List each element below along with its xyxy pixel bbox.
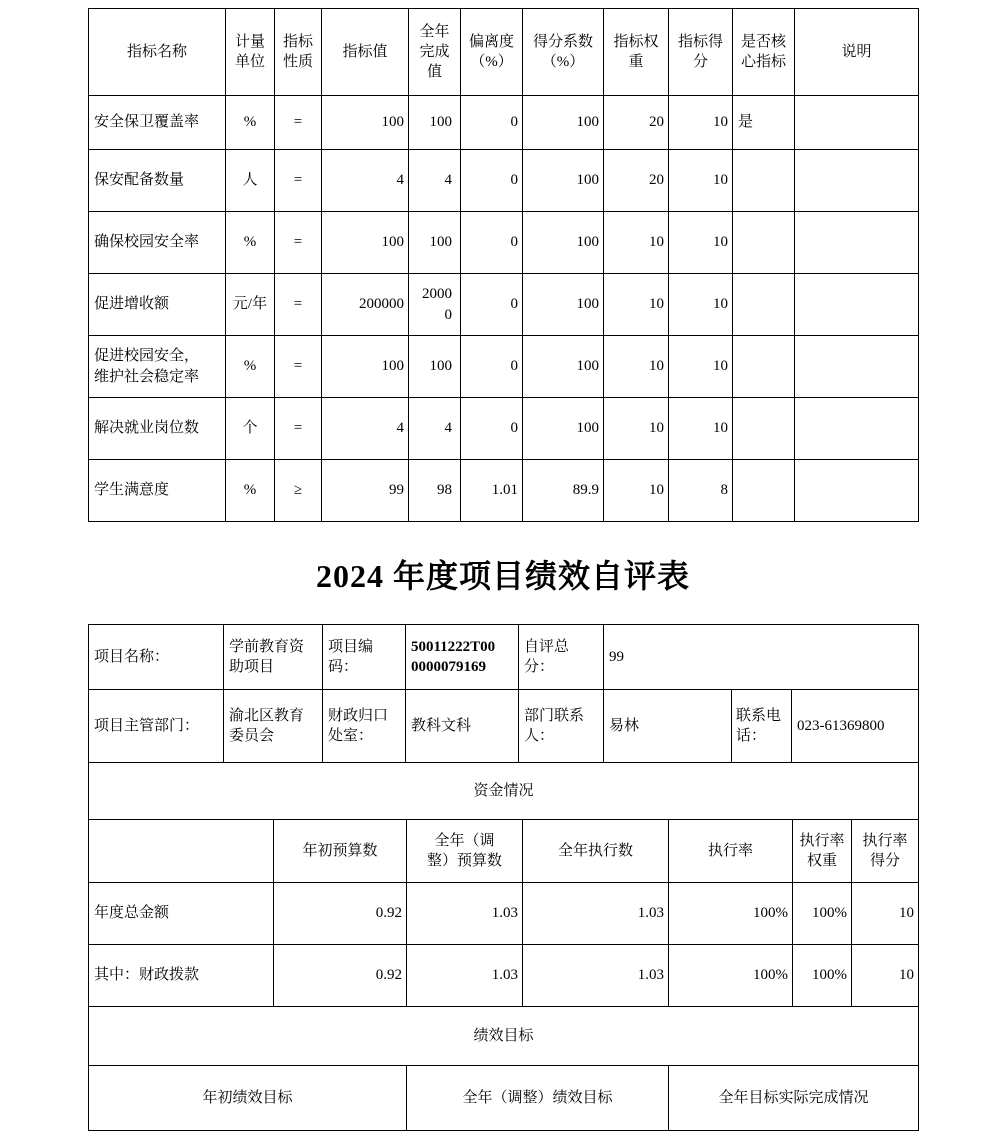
cell-remark bbox=[795, 336, 919, 398]
cell-weight: 10 bbox=[604, 274, 669, 336]
cell-deviation: 0 bbox=[461, 398, 523, 460]
cell-nature: = bbox=[275, 274, 322, 336]
performance-section-row bbox=[89, 1007, 919, 1066]
cell-target-value: 99 bbox=[322, 460, 409, 522]
cell-core-indicator bbox=[733, 336, 795, 398]
cell-adjusted-budget: 1.03 bbox=[407, 883, 523, 945]
cell-indicator-name: 安全保卫覆盖率 bbox=[89, 96, 226, 150]
phone-value: 023-61369800 bbox=[792, 690, 919, 763]
cell-target-value: 100 bbox=[322, 212, 409, 274]
cell-unit: % bbox=[226, 212, 275, 274]
col-header-execution-rate-weight: 执行率权重 bbox=[793, 820, 852, 883]
col-header-score-coefficient: 得分系数（%） bbox=[523, 9, 604, 96]
col-header-actual-completion: 全年目标实际完成情况 bbox=[669, 1066, 919, 1131]
cell-unit: % bbox=[226, 96, 275, 150]
cell-score-coefficient: 100 bbox=[523, 398, 604, 460]
col-header-target-value: 指标值 bbox=[322, 9, 409, 96]
col-header-execution-rate: 执行率 bbox=[669, 820, 793, 883]
funding-row-label: 年度总金额 bbox=[89, 883, 274, 945]
cell-unit: 人 bbox=[226, 150, 275, 212]
cell-indicator-name: 确保校园安全率 bbox=[89, 212, 226, 274]
col-header-initial-performance-goal: 年初绩效目标 bbox=[89, 1066, 407, 1131]
cell-execution-rate-weight: 100% bbox=[793, 883, 852, 945]
finance-office-value: 教科文科 bbox=[406, 690, 519, 763]
cell-remark bbox=[795, 398, 919, 460]
cell-remark bbox=[795, 274, 919, 336]
cell-deviation: 0 bbox=[461, 212, 523, 274]
cell-unit: 个 bbox=[226, 398, 275, 460]
cell-nature: = bbox=[275, 398, 322, 460]
indicator-row bbox=[89, 336, 919, 398]
department-value: 渝北区教育委员会 bbox=[224, 690, 323, 763]
cell-execution-rate-score: 10 bbox=[852, 883, 919, 945]
funding-row bbox=[89, 945, 919, 1007]
indicator-table bbox=[88, 8, 919, 522]
cell-score: 10 bbox=[669, 398, 733, 460]
funding-row-label: 其中：财政拨款 bbox=[89, 945, 274, 1007]
project-name-label: 项目名称： bbox=[89, 625, 224, 690]
cell-nature: = bbox=[275, 150, 322, 212]
cell-score: 10 bbox=[669, 336, 733, 398]
cell-deviation: 1.01 bbox=[461, 460, 523, 522]
project-code-value: 50011222T000000079169 bbox=[406, 625, 519, 690]
cell-execution-rate: 100% bbox=[669, 945, 793, 1007]
indicator-row bbox=[89, 212, 919, 274]
cell-target-value: 4 bbox=[322, 150, 409, 212]
indicator-row bbox=[89, 460, 919, 522]
cell-score: 8 bbox=[669, 460, 733, 522]
col-header-remark: 说明 bbox=[795, 9, 919, 96]
cell-target-value: 200000 bbox=[322, 274, 409, 336]
finance-office-label: 财政归口处室： bbox=[323, 690, 406, 763]
page-title: 2024 年度项目绩效自评表 bbox=[315, 558, 690, 594]
cell-core-indicator bbox=[733, 212, 795, 274]
cell-deviation: 0 bbox=[461, 150, 523, 212]
funding-table bbox=[88, 762, 919, 1007]
phone-label: 联系电话： bbox=[732, 690, 792, 763]
indicator-row bbox=[89, 274, 919, 336]
cell-adjusted-budget: 1.03 bbox=[407, 945, 523, 1007]
indicator-row bbox=[89, 150, 919, 212]
cell-remark bbox=[795, 212, 919, 274]
cell-deviation: 0 bbox=[461, 274, 523, 336]
cell-weight: 10 bbox=[604, 460, 669, 522]
project-info-table bbox=[88, 624, 919, 763]
self-score-label: 自评总分： bbox=[519, 625, 604, 690]
project-name-value: 学前教育资助项目 bbox=[224, 625, 323, 690]
cell-initial-budget: 0.92 bbox=[274, 945, 407, 1007]
cell-core-indicator: 是 bbox=[733, 96, 795, 150]
cell-execution-rate-score: 10 bbox=[852, 945, 919, 1007]
cell-deviation: 0 bbox=[461, 336, 523, 398]
col-header-initial-budget: 年初预算数 bbox=[274, 820, 407, 883]
funding-header-row bbox=[89, 820, 919, 883]
cell-weight: 10 bbox=[604, 212, 669, 274]
cell-indicator-name: 解决就业岗位数 bbox=[89, 398, 226, 460]
cell-score: 10 bbox=[669, 96, 733, 150]
funding-row bbox=[89, 883, 919, 945]
col-header-execution-rate-score: 执行率得分 bbox=[852, 820, 919, 883]
col-header-unit: 计量单位 bbox=[226, 9, 275, 96]
cell-remark bbox=[795, 150, 919, 212]
self-score-value: 99 bbox=[604, 625, 919, 690]
cell-indicator-name: 促进增收额 bbox=[89, 274, 226, 336]
cell-score: 10 bbox=[669, 150, 733, 212]
cell-annual-execution: 1.03 bbox=[523, 945, 669, 1007]
cell-nature: = bbox=[275, 212, 322, 274]
cell-weight: 10 bbox=[604, 398, 669, 460]
cell-core-indicator bbox=[733, 460, 795, 522]
funding-empty-header-cell bbox=[89, 820, 274, 883]
department-row bbox=[89, 690, 919, 763]
department-label: 项目主管部门： bbox=[89, 690, 224, 763]
col-header-indicator-name: 指标名称 bbox=[89, 9, 226, 96]
indicator-row bbox=[89, 398, 919, 460]
col-header-adjusted-budget: 全年（调整）预算数 bbox=[407, 820, 523, 883]
cell-annual-completion: 98 bbox=[409, 460, 461, 522]
cell-execution-rate: 100% bbox=[669, 883, 793, 945]
cell-unit: 元/年 bbox=[226, 274, 275, 336]
cell-target-value: 100 bbox=[322, 336, 409, 398]
col-header-weight: 指标权重 bbox=[604, 9, 669, 96]
cell-weight: 20 bbox=[604, 150, 669, 212]
cell-target-value: 100 bbox=[322, 96, 409, 150]
cell-annual-completion: 100 bbox=[409, 96, 461, 150]
cell-nature: ≥ bbox=[275, 460, 322, 522]
cell-annual-completion: 4 bbox=[409, 398, 461, 460]
performance-table bbox=[88, 1006, 919, 1131]
cell-indicator-name: 促进校园安全，维护社会稳定率 bbox=[89, 336, 226, 398]
cell-execution-rate-weight: 100% bbox=[793, 945, 852, 1007]
cell-nature: = bbox=[275, 96, 322, 150]
cell-unit: % bbox=[226, 460, 275, 522]
col-header-annual-completion: 全年完成值 bbox=[409, 9, 461, 96]
cell-remark bbox=[795, 460, 919, 522]
performance-section-title: 绩效目标 bbox=[89, 1007, 919, 1066]
cell-score-coefficient: 89.9 bbox=[523, 460, 604, 522]
cell-initial-budget: 0.92 bbox=[274, 883, 407, 945]
cell-weight: 20 bbox=[604, 96, 669, 150]
cell-annual-completion: 4 bbox=[409, 150, 461, 212]
cell-indicator-name: 学生满意度 bbox=[89, 460, 226, 522]
cell-score-coefficient: 100 bbox=[523, 274, 604, 336]
cell-target-value: 4 bbox=[322, 398, 409, 460]
cell-remark bbox=[795, 96, 919, 150]
cell-annual-execution: 1.03 bbox=[523, 883, 669, 945]
cell-weight: 10 bbox=[604, 336, 669, 398]
document-page bbox=[88, 0, 918, 1131]
cell-nature: = bbox=[275, 336, 322, 398]
funding-section-title: 资金情况 bbox=[89, 763, 919, 820]
cell-core-indicator bbox=[733, 274, 795, 336]
cell-score: 10 bbox=[669, 274, 733, 336]
cell-score: 10 bbox=[669, 212, 733, 274]
col-header-nature: 指标性质 bbox=[275, 9, 322, 96]
cell-core-indicator bbox=[733, 398, 795, 460]
cell-annual-completion: 100 bbox=[409, 212, 461, 274]
cell-core-indicator bbox=[733, 150, 795, 212]
performance-header-row bbox=[89, 1066, 919, 1131]
cell-annual-completion: 100 bbox=[409, 336, 461, 398]
cell-score-coefficient: 100 bbox=[523, 150, 604, 212]
col-header-annual-execution: 全年执行数 bbox=[523, 820, 669, 883]
cell-unit: % bbox=[226, 336, 275, 398]
cell-score-coefficient: 100 bbox=[523, 336, 604, 398]
cell-annual-completion: 20000 bbox=[409, 274, 461, 336]
cell-score-coefficient: 100 bbox=[523, 212, 604, 274]
project-code-label: 项目编码： bbox=[323, 625, 406, 690]
col-header-deviation: 偏离度（%） bbox=[461, 9, 523, 96]
col-header-score: 指标得分 bbox=[669, 9, 733, 96]
funding-section-row bbox=[89, 763, 919, 820]
col-header-adjusted-performance-goal: 全年（调整）绩效目标 bbox=[407, 1066, 669, 1131]
cell-score-coefficient: 100 bbox=[523, 96, 604, 150]
indicator-header-row bbox=[89, 9, 919, 96]
cell-indicator-name: 保安配备数量 bbox=[89, 150, 226, 212]
project-name-row bbox=[89, 625, 919, 690]
col-header-core-indicator: 是否核心指标 bbox=[733, 9, 795, 96]
cell-deviation: 0 bbox=[461, 96, 523, 150]
indicator-row bbox=[89, 96, 919, 150]
contact-label: 部门联系人： bbox=[519, 690, 604, 763]
contact-value: 易林 bbox=[604, 690, 732, 763]
